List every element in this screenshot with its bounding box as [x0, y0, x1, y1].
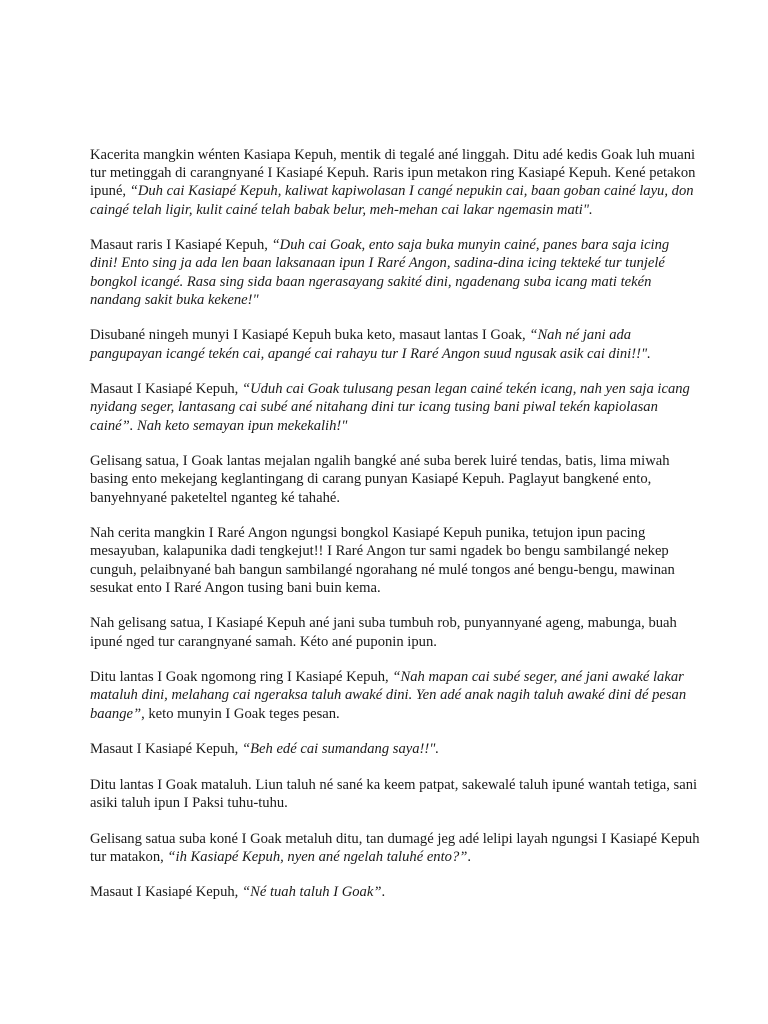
- paragraph-12: [90, 883, 700, 901]
- dialogue-quote: “ih Kasiapé Kepuh, nyen ané ngelah taluhé ento?”: [167, 848, 468, 865]
- dialogue-quote: “Nah mapan cai subé seger, ané jani awaké lakar mataluh dini, melahang cai ngeraksa taluh awaké dini. Yen adé anak nagih taluh awaké dini dé pesan baange”: [90, 669, 687, 722]
- paragraph-7: [90, 614, 700, 650]
- paragraph-8: [90, 668, 700, 723]
- paragraph-text: Masaut I Kasiapé Kepuh,: [90, 884, 242, 901]
- dialogue-quote: “Nah né jani ada pangupayan icangé tekén cai, apangé cai rahayu tur I Raré Angon suud ngusak asik cai dini!!".: [90, 327, 651, 362]
- paragraph-text: Masaut I Kasiapé Kepuh,: [90, 381, 242, 398]
- paragraph-1: [90, 146, 700, 219]
- paragraph-text: Ditu lantas I Goak ngomong ring I Kasiapé Kepuh,: [90, 669, 393, 686]
- paragraph-text: Masaut I Kasiapé Kepuh,: [90, 741, 242, 758]
- paragraph-4: [90, 380, 700, 435]
- paragraph-9: [90, 740, 700, 758]
- paragraph-text: Gelisang satua, I Goak lantas mejalan ngalih bangké ané suba berek luiré tendas, batis, lima miwah basing ento mekejang keglantingang di carang punyan Kasiapé Kepuh. Paglayut bangkené ento, banyehnyané paketeltel nganteg ké tahahé.: [90, 453, 670, 506]
- paragraph-2: [90, 236, 700, 309]
- paragraph-text: Ditu lantas I Goak mataluh. Liun taluh né sané ka keem patpat, sakewalé taluh ipuné wantah tetiga, sani asiki taluh ipun I Paksi tuhu-tuhu.: [90, 776, 698, 811]
- dialogue-quote: “Uduh cai Goak tulusang pesan legan cainé tekén icang, nah yen saja icang nyidang seger, lantasang cai subé ané nitahang dini tur icang tusing bani piwal tekén kapiolasan cainé”. Nah keto semayan ipun mekekalih!": [90, 381, 690, 434]
- dialogue-quote: “Duh cai Kasiapé Kepuh, kaliwat kapiwolasan I cangé nepukin cai, baan goban cainé layu, don caingé telah ligir, kulit cainé telah babak belur, meh-mehan cai lakar ngemasin mati".: [90, 183, 694, 218]
- dialogue-quote: “Né tuah taluh I Goak”: [241, 884, 382, 901]
- dialogue-quote: “Duh cai Goak, ento saja buka munyin cainé, panes bara saja icing dini! Ento sing ja ada len baan laksanaan ipun I Raré Angon, sadina-dina icing tekteké tur tunjelé bongkol icangé. Rasa sing sida baan ngerasayang sakité dini, ngadenang suba icang mati tekén nandang sakit buka kekene!": [90, 237, 670, 308]
- paragraph-tail: .: [467, 848, 472, 865]
- paragraph-3: [90, 326, 700, 362]
- paragraph-text: Disubané ningeh munyi I Kasiapé Kepuh buka keto, masaut lantas I Goak,: [90, 327, 530, 344]
- paragraph-text: Nah cerita mangkin I Raré Angon ngungsi bongkol Kasiapé Kepuh punika, tetujon ipun pacing mesayuban, kalapunika dadi tengkejut!! I Raré Angon tur sami ngadek bo bengu sambilangé nekep cunguh, pelaibnyané bah bangun sambilangé ngorahang né mulé tongos ané bengu-bengu, mawinan sesukat ento I Raré Angon tusing bani buin kema.: [90, 525, 675, 596]
- document-page: [90, 146, 700, 919]
- paragraph-text: Nah gelisang satua, I Kasiapé Kepuh ané jani suba tumbuh rob, punyannyané ageng, mabunga, buah ipuné nged tur carangnyané samah. Kéto ané puponin ipun.: [90, 615, 677, 650]
- paragraph-text: Kacerita mangkin wénten Kasiapa Kepuh, mentik di tegalé ané linggah. Ditu adé kedis Goak luh muani tur metinggah di carangnyané I Kasiapé Kepuh. Raris ipun metakon ring Kasiapé Kepuh. Kené petakon ipuné,: [90, 147, 696, 200]
- paragraph-tail: , keto munyin I Goak teges pesan.: [141, 705, 340, 722]
- paragraph-6: [90, 524, 700, 597]
- paragraph-text: Masaut raris I Kasiapé Kepuh,: [90, 237, 272, 254]
- paragraph-text: Gelisang satua suba koné I Goak metaluh ditu, tan dumagé jeg adé lelipi layah ngungsi I Kasiapé Kepuh tur matakon,: [90, 830, 700, 865]
- paragraph-5: [90, 452, 700, 507]
- paragraph-tail: .: [381, 884, 386, 901]
- dialogue-quote: “Beh edé cai sumandang saya!!".: [241, 741, 440, 758]
- paragraph-10: [90, 776, 700, 812]
- paragraph-11: [90, 830, 700, 866]
